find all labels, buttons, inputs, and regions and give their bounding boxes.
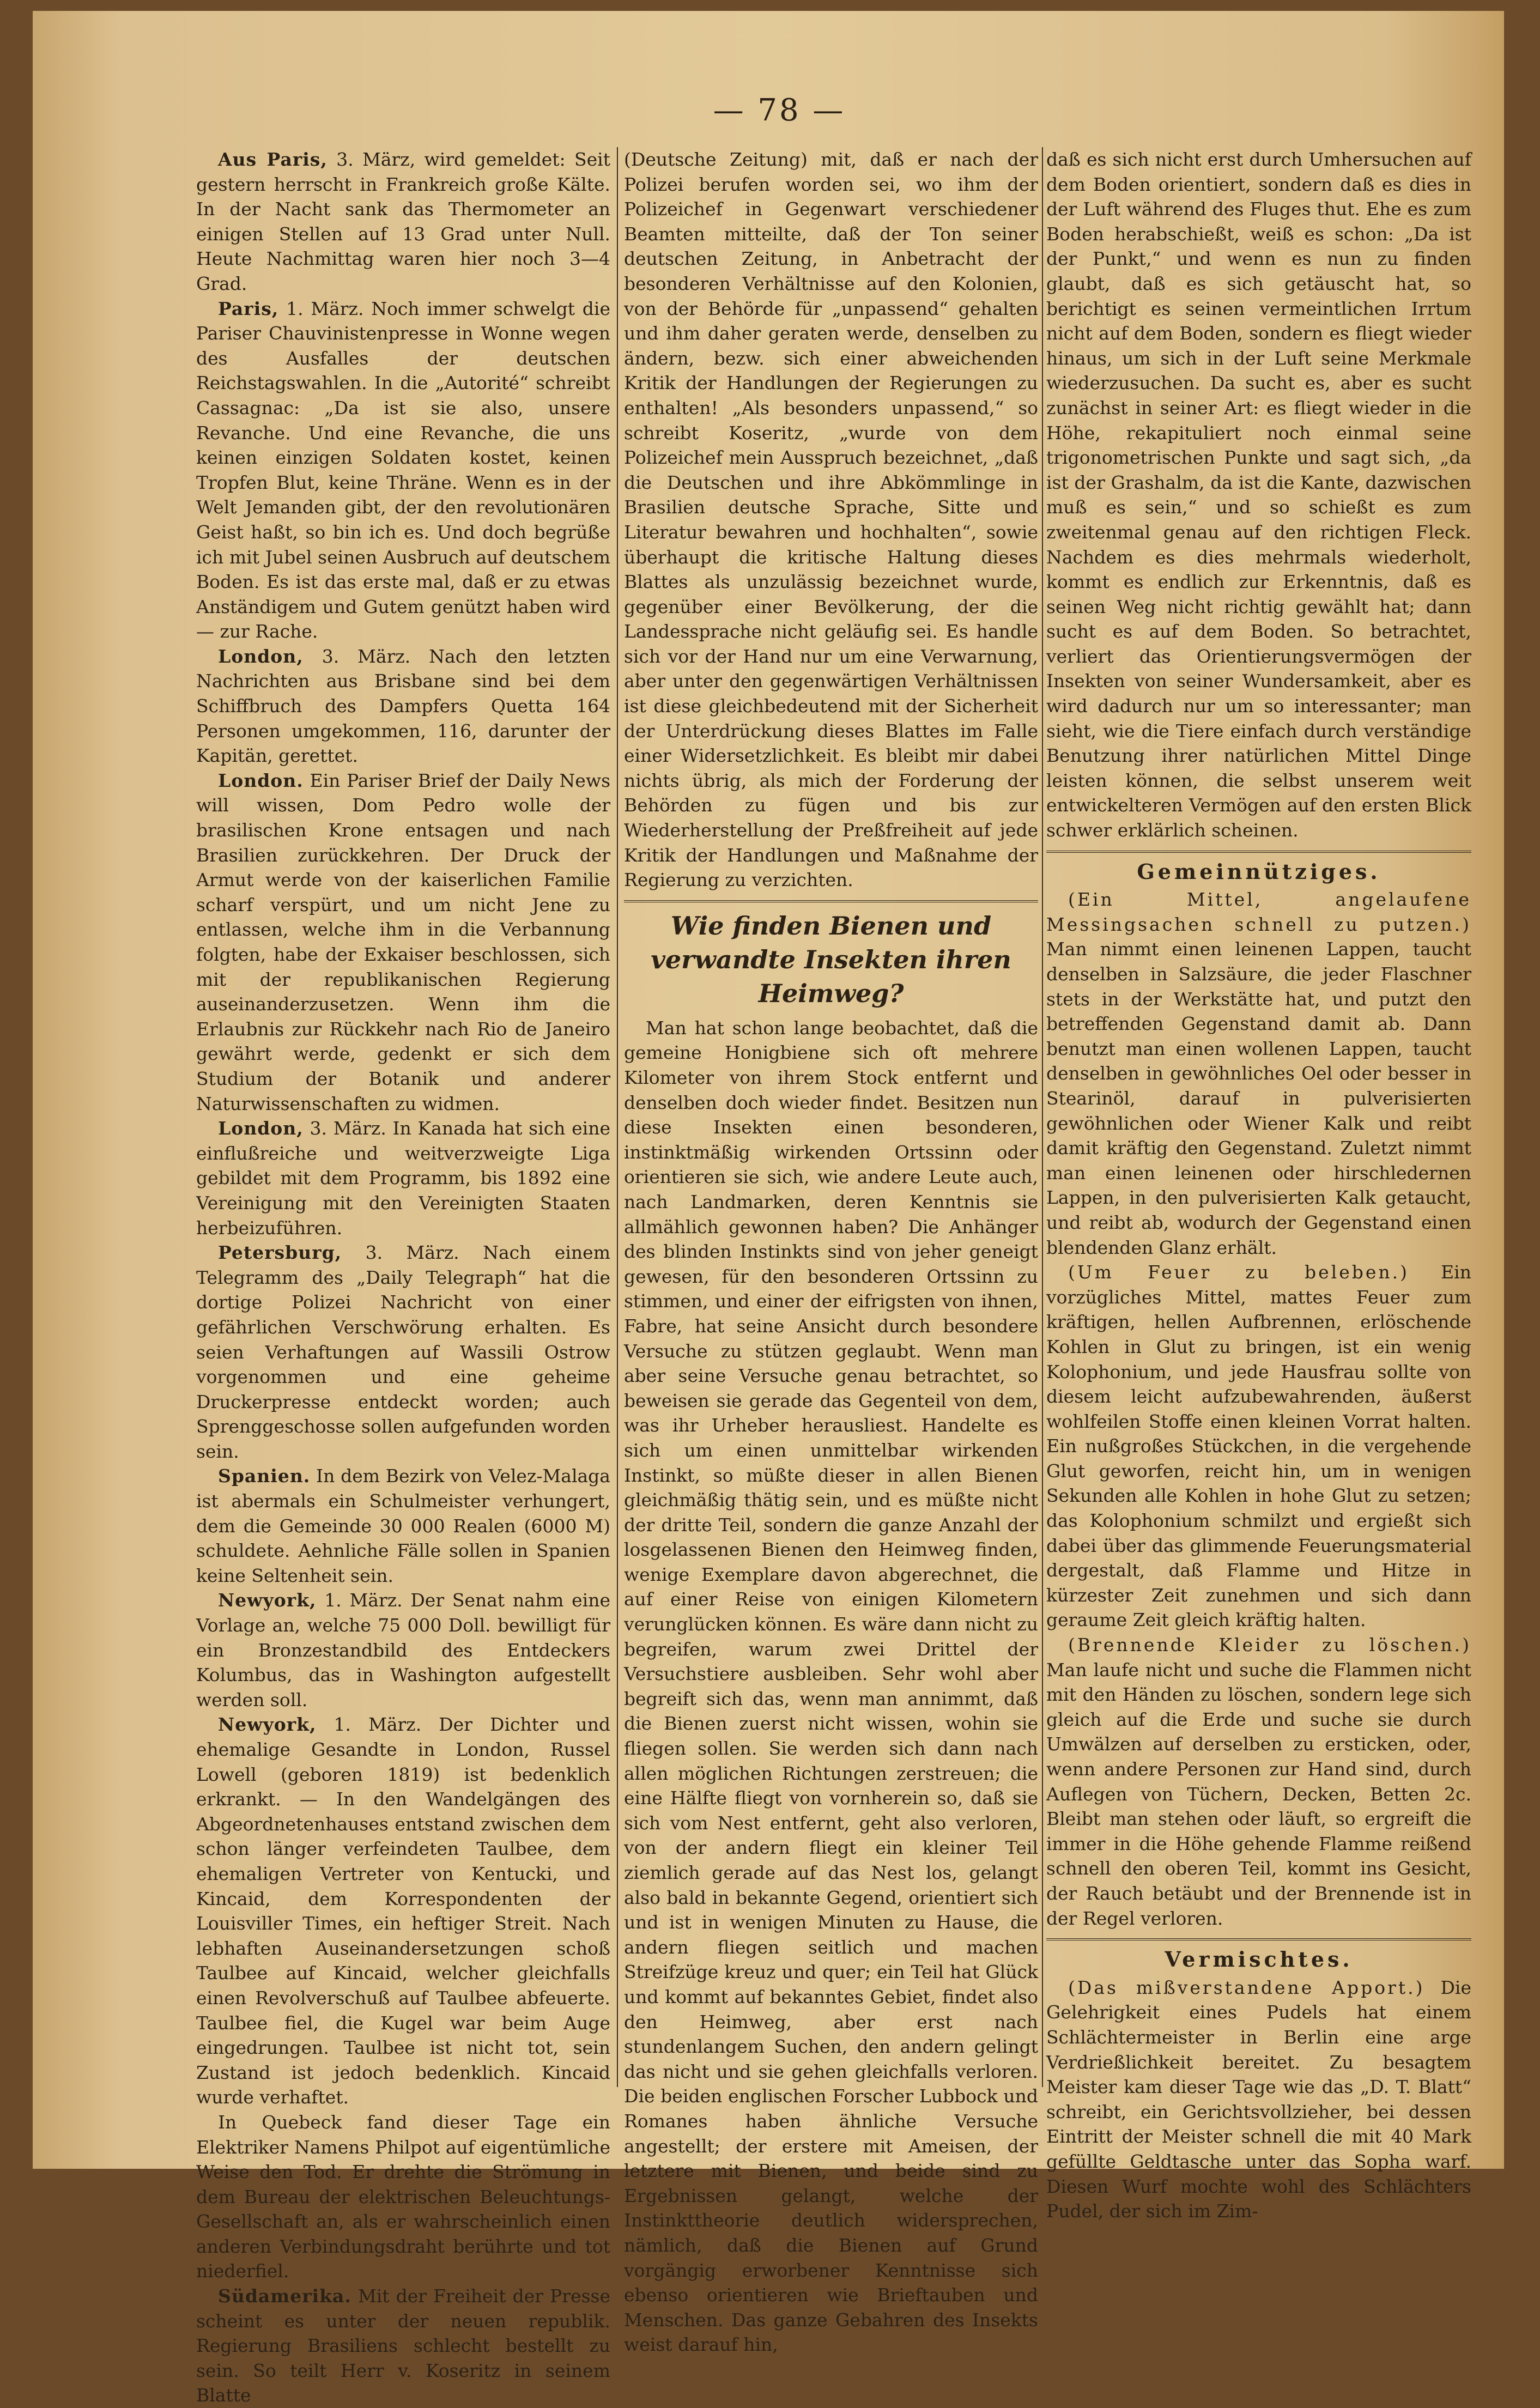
- news-item: Aus Paris, 3. März, wird gemeldet: Seit gestern herrscht in Frankreich große Kälte. In der Nacht sank das Thermometer an einigen Stellen auf 13 Grad unter Null. Heute Nachmittag waren hier noch 3—4 Grad.: [196, 149, 610, 294]
- section-rule: [1046, 1938, 1471, 1940]
- news-item: London. Ein Pariser Brief der Daily News will wissen, Dom Pedro wolle der brasilischen Krone entsagen und nach Brasilien zurückkehren. Der Druck der Armut werde von der kaiserlichen Familie scharf verspürt, und um nicht Jene zu entlassen, welche ihm in die Verbannung folgten, habe der Exkaiser beschlossen, sich mit der republikanischen Regierung auseinanderzusetzen. Wenn ihm die Erlaubnis zur Rückkehr nach Rio de Janeiro gewährt werde, gedenkt er sich dem Studium der Botanik und anderer Naturwissenschaften zu widmen.: [196, 769, 611, 1114]
- news-item: Spanien. In dem Bezirk von Velez-Malaga ist abermals ein Schulmeister verhungert, dem die Gemeinde 30 000 Realen (6000 M) schuldete. Aehnliche Fälle sollen in Spanien keine Seltenheit sein.: [196, 1465, 610, 1586]
- tip-paragraph: (Brennende Kleider zu löschen.) Man laufe nicht und suche die Flammen nicht mit den Händen zu löschen, sondern lege sich gleich auf die Erde und suche sie durch Umwälzen auf derselben zu ersticken, oder, wenn andere Personen zur Hand sind, durch Auflegen von Tüchern, Decken, Betten 2c. Bleibt man stehen oder läuft, so ergreift die immer in die Höhe gehende Flamme reißend schnell den oberen Teil, kommt ins Gesicht, der Rauch betäubt und der Brennende ist in der Regel verloren.: [1046, 1634, 1471, 1929]
- column-news: [196, 147, 611, 2406]
- column-right: [1046, 147, 1471, 2222]
- column-divider: [1042, 147, 1043, 2087]
- news-item: Südamerika. Mit der Freiheit der Presse scheint es unter der neuen republik. Regierung Brasiliens schlecht bestellt zu sein. So teilt Herr v. Koseritz in seinem Blatte: [196, 2285, 610, 2406]
- tip-paragraph: (Ein Mittel, angelaufene Messingsachen schnell zu putzen.) Man nimmt einen leinenen Lappen, taucht denselben in Salzsäure, die jeder Flaschner stets in der Werkstätte hat, und putzt den betreffenden Gegenstand damit ab. Dann benutzt man einen wollenen Lappen, taucht denselben in gewöhnliches Oel oder besser in Stearinöl, darauf in pulverisierten gewöhnlichen oder Wiener Kalk und reibt damit kräftig den Gegenstand. Zuletzt nimmt man einen leinenen oder hirschledernen Lappen, in den pulverisierten Kalk getaucht, und reibt ab, wodurch der Gegenstand einen blendenden Glanz erhält.: [1046, 889, 1471, 1258]
- news-item: Paris, 1. März. Noch immer schwelgt die Pariser Chauvinistenpresse in Wonne wegen des Ausfalles der deutschen Reichstagswahlen. In die „Autorité“ schreibt Cassagnac: „Da ist sie also, unsere Revanche. Und eine Revanche, die uns keinen einzigen Soldaten kostet, keinen Tropfen Blut, keine Thräne. Wenn es in der Welt Jemanden gibt, der den revolutionären Geist haßt, so bin ich es. Und doch begrüße ich mit Jubel seinen Ausbruch auf deutschem Boden. Es ist das erste mal, daß er zu etwas Anständigem und Gutem genützt haben wird — zur Rache.: [196, 298, 610, 642]
- page-number: — 78 —: [713, 93, 846, 128]
- newspaper-page: [33, 11, 1504, 2406]
- misc-paragraph: (Das mißverstandene Apport.) Die Gelehrigkeit eines Pudels hat einem Schlächtermeister in Berlin eine arge Verdrießlichkeit bereitet. Zu besagtem Meister kam dieser Tage wie das „D. T. Blatt“ schreibt, ein Gerichtsvollzieher, bei dessen Eintritt der Meister schnell die mit 40 Mark gefüllte Geldtasche unter das Sopha warf. Diesen Wurf mochte wohl des Schlächters Pudel, der sich im Zim-: [1046, 1976, 1471, 2222]
- tip-paragraph: (Um Feuer zu beleben.) Ein vorzügliches Mittel, mattes Feuer zum kräftigen, hellen Aufbrennen, erlöschende Kohlen in Glut zu bringen, ist ein wenig Kolophonium, und jede Hausfrau sollte von diesem leicht aufzubewahrenden, äußerst wohlfeilen Stoffe einen kleinen Vorrat halten. Ein nußgroßes Stückchen, in die vergehende Glut geworfen, reicht hin, um in wenigen Sekunden alle Kohlen in hohe Glut zu setzen; das Kolophonium schmilzt und ergießt sich dabei über das glimmende Feuerungsmaterial dergestalt, daß Flamme und Hitze in kürzester Zeit zunehmen und sich dann geraume Zeit gleich kräftig halten.: [1046, 1261, 1471, 1631]
- article-headline: Wie finden Bienen und verwandte Insekten ihren Heimweg?: [651, 911, 1011, 1008]
- article-paragraph: Man hat schon lange beobachtet, daß die gemeine Honigbiene sich oft mehrere Kilometer von ihrem Stock entfernt und denselben doch wieder findet. Besitzen nun diese Insekten einen besonderen, instinktmäßig wirkenden Ortssinn oder orientieren sie sich, wie andere Leute auch, nach Landmarken, deren Kenntnis sie allmählich gewonnen haben? Die Anhänger des blinden Instinkts sind von jeher geneigt gewesen, für den besonderen Ortssinn zu stimmen, und einer der eifrigsten von ihnen, Fabre, hat seine Ansicht durch besondere Versuche zu stützen geglaubt. Wenn man aber seine Versuche genau betrachtet, so beweisen sie gerade das Gegenteil von dem, was ihr Urheber herausliest. Handelte es sich um einen unmittelbar wirkenden Instinkt, so müßte dieser in allen Bienen gleichmäßig thätig sein, und es müßte nicht der dritte Teil, sondern die ganze Anzahl der losgelassenen Bienen den Heimweg finden, wenige Exemplare davon abgerechnet, die auf einer Reise von einigen Kilometern verunglücken können. Es wäre dann nicht zu begreifen, warum zwei Drittel der Versuchstiere ausbleiben. Sehr wohl aber begreift sich das, wenn man annimmt, daß die Bienen zuerst nicht wissen, wohin sie fliegen sollen. Sie werden sich dann nach allen möglichen Richtungen zerstreuen; die eine Hälfte fliegt von vornherein so, daß sie sich vom Nest entfernt, geht also verloren, von der andern fliegt ein kleiner Teil ziemlich gerade auf das Nest los, gelangt also bald in bekannte Gegend, orientiert sich und ist in wenigen Minuten zu Hause, die andern fliegen seitlich und machen Streifzüge kreuz und quer; ein Teil hat Glück und kommt auf bekanntes Gebiet, findet also den Heimweg, aber erst nach stundenlangem Suchen, den andern gelingt das nicht und sie gehen gleichfalls verloren. Die beiden englischen Forscher Lubbock und Romanes haben ähnliche Versuche angestellt; der erstere mit Ameisen, der letztere mit Bienen, und beide sind zu Ergebnissen gelangt, welche der Instinkttheorie deutlich widersprechen, nämlich, daß die Bienen auf Grund vorgängig erworbener Kenntnisse sich ebenso orientieren wie Brieftauben und Menschen. Das ganze Gebahren des Insekts weist darauf hin,: [624, 1017, 1038, 2356]
- column-divider: [617, 147, 618, 2087]
- column-middle: [624, 147, 1038, 2356]
- news-item: London, 3. März. In Kanada hat sich eine einflußreiche und weitverzweigte Liga gebildet mit dem Programm, bis 1892 eine Vereinigung mit den Vereinigten Staaten herbeizuführen.: [196, 1118, 610, 1239]
- section-rule: [624, 900, 1038, 902]
- news-item: Petersburg, 3. März. Nach einem Telegramm des „Daily Telegraph“ hat die dortige Polizei Nachricht von einer gefährlichen Verschwörung erhalten. Es seien Verhaftungen auf Wassili Ostrow vorgenommen und eine geheime Druckerpresse entdeckt worden; auch Sprenggeschosse sollen aufgefunden worden sein.: [196, 1242, 610, 1462]
- news-item: Newyork, 1. März. Der Dichter und ehemalige Gesandte in London, Russel Lowell (geboren 1819) ist bedenklich erkrankt. — In den Wandelgängen des Abgeordnetenhauses entstand zwischen dem schon länger verfeindeten Taulbee, dem ehemaligen Vertreter von Kentucki, und Kincaid, dem Korrespondenten der Louisviller Times, ein heftiger Streit. Nach lebhaften Auseinandersetzungen schoß Taulbee auf Kincaid, welcher gleichfalls einen Revolverschuß auf Taulbee abfeuerte. Taulbee fiel, die Kugel war beim Auge eingedrungen. Taulbee ist nicht tot, sein Zustand ist jedoch bedenklich. Kincaid wurde verhaftet.: [196, 1714, 610, 2108]
- news-item: London, 3. März. Nach den letzten Nachrichten aus Brisbane sind bei dem Schiffbruch des Dampfers Quetta 164 Personen umgekommen, 116, darunter der Kapitän, gerettet.: [196, 645, 610, 767]
- section-title-vermischtes: Vermischtes.: [1165, 1947, 1353, 1972]
- section-rule: [1046, 851, 1471, 853]
- news-item: In Quebeck fand dieser Tage ein Elektriker Namens Philpot auf eigentümliche Weise den Tod. Er drehte die Strömung in dem Bureau der elektrischen Beleuchtungs-Gesellschaft an, als er wahrscheinlich einen anderen Verbindungsdraht berührte und tot niederfiel.: [196, 2111, 610, 2282]
- section-title-gemeinnuetziges: Gemeinnütziges.: [1137, 859, 1381, 884]
- article-paragraph: daß es sich nicht erst durch Umhersuchen auf dem Boden orientiert, sondern daß es dies in der Luft während des Fluges thut. Ehe es zum Boden herabschießt, weiß es schon: „Da ist der Punkt,“ und wenn es nun zu finden glaubt, daß es sich getäuscht hat, so berichtigt es seinen vermeintlichen Irrtum nicht auf dem Boden, sondern es fliegt wieder hinaus, um sich in der Luft seine Merkmale wiederzusuchen. Da sucht es, aber es sucht zunächst in seiner Art: es fliegt wieder in die Höhe, rekapituliert noch einmal seine trigonometrischen Punkte und sagt sich, „da ist der Grashalm, da ist die Kante, dazwischen muß es sein,“ und so schießt es zum zweitenmal genau auf den richtigen Fleck. Nachdem es dies mehrmals wiederholt, kommt es endlich zur Erkenntnis, daß es seinen Weg nicht richtig gewählt hat; dann sucht es auf dem Boden. So betrachtet, verliert das Orientierungsvermögen der Insekten von seiner Wundersamkeit, aber es wird dadurch nur um so interessanter; man sieht, wie die Tiere einfach durch verständige Benutzung ihrer natürlichen Mittel Dinge leisten können, die selbst unserem weit entwickelteren Vermögen auf den ersten Blick schwer erklärlich scheinen.: [1046, 149, 1471, 841]
- news-item: Newyork, 1. März. Der Senat nahm eine Vorlage an, welche 75 000 Doll. bewilligt für ein Bronzestandbild des Entdeckers Kolumbus, das in Washington aufgestellt werden soll.: [196, 1590, 610, 1711]
- news-continuation: (Deutsche Zeitung) mit, daß er nach der Polizei berufen worden sei, wo ihm der Polizeichef in Gegenwart verschiedener Beamten mitteilte, daß der Ton seiner deutschen Zeitung, in Anbetracht der besonderen Verhältnisse auf den Kolonien, von der Behörde für „unpassend“ gehalten und ihm daher geraten werde, denselben zu ändern, bezw. sich einer abweichenden Kritik der Handlungen der Regierungen zu enthalten! „Als besonders unpassend,“ so schreibt Koseritz, „wurde von dem Polizeichef mein Ausspruch bezeichnet, „daß die Deutschen und ihre Abkömmlinge in Brasilien deutsche Sprache, Sitte und Literatur bewahren und hochhalten“, sowie überhaupt die kritische Haltung dieses Blattes als unzulässig bezeichnet wurde, gegenüber einer Bevölkerung, der die Landessprache nicht geläufig sei. Es handle sich vor der Hand nur um eine Verwarnung, aber unter den gegenwärtigen Verhältnissen ist diese gleichbedeutend mit der Sicherheit der Unterdrückung dieses Blattes im Falle einer Widersetzlichkeit. Es bleibt mir dabei nichts übrig, als mich der Forderung der Behörden zu fügen und bis zur Wiederherstellung der Preßfreiheit auf jede Kritik der Handlungen und Maßnahme der Regierung zu verzichten.: [624, 149, 1038, 891]
